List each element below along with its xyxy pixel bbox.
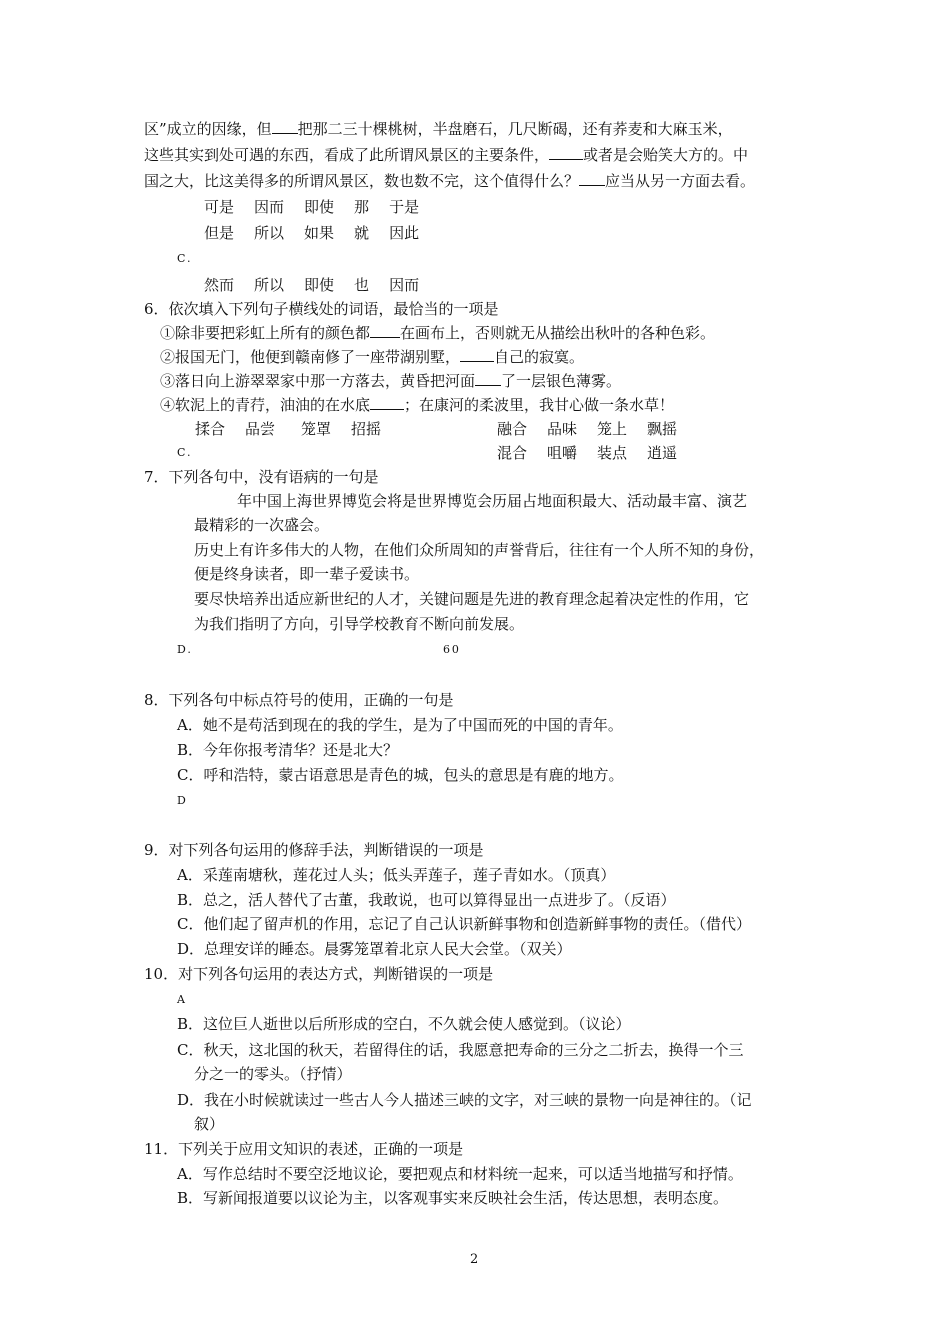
q10-option-c-line-2: 分之一的零头。（抒情） [194, 1065, 352, 1083]
q7-option-c-line-2: 为我们指明了方向，引导学校教育不断向前发展。 [194, 615, 525, 633]
answer-blank [579, 171, 605, 186]
q8-option-a: A．她不是苟活到现在的我的学生，是为了中国而死的中国的青年。 [177, 716, 623, 734]
q8-option-c: C．呼和浩特，蒙古语意思是青色的城，包头的意思是有鹿的地方。 [177, 766, 624, 784]
q5-option-c: C. [177, 252, 193, 265]
q8-title: 8．下列各句中标点符号的使用，正确的一句是 [144, 691, 454, 709]
q9-option-b: B．总之，活人替代了古董，我敢说，也可以算得显出一点进步了。（反语） [177, 891, 676, 909]
q9-title: 9．对下列各句运用的修辞手法，判断错误的一项是 [144, 841, 484, 859]
q9-option-d: D．总理安详的睡态。晨雾笼罩着北京人民大会堂。（双关） [177, 940, 572, 958]
q10-option-c-line-1: C．秋天，这北国的秋天，若留得住的话，我愿意把寿命的三分之二折去，换得一个三 [177, 1041, 744, 1059]
q11-title: 11．下列关于应用文知识的表述，正确的一项是 [144, 1140, 464, 1158]
q11-option-a: A．写作总结时不要空泛地议论，要把观点和材料统一起来，可以适当地描写和抒情。 [177, 1165, 743, 1183]
q6-option-d: 混合 咀嚼 装点 逍遥 [497, 444, 678, 462]
q7-option-d-line-1: D. 60 [177, 643, 461, 656]
q7-option-a-line-1: 年中国上海世界博览会将是世界博览会历届占地面积最大、活动最丰富、演艺 [237, 492, 748, 510]
q6-title: 6．依次填入下列句子横线处的词语，最恰当的一项是 [144, 300, 499, 318]
q11-option-b: B．写新闻报道要以议论为主，以客观事实来反映社会生活，传达思想，表明态度。 [177, 1189, 729, 1207]
answer-blank [272, 119, 298, 134]
q5-passage-line-3: 国之大，比这美得多的所谓风景区，数也数不完，这个值得什么？ 应当从另一方面去看。 [144, 172, 756, 190]
q5-passage-line-1: 区”成立的因缘，但 把那二三十棵桃树，半盘磨石，几尺断碣，还有荞麦和大麻玉米， [144, 120, 733, 138]
q6-sentence-3: ③落日向上游翠翠家中那一方落去，黄昏把河面 了一层银色薄雾。 [160, 372, 622, 390]
q6-option-b: 融合 品味 笼上 飘摇 [497, 420, 678, 438]
q10-option-a: A [177, 993, 187, 1006]
answer-blank [370, 323, 400, 338]
q8-option-d-line-1: D [177, 794, 188, 807]
q8-option-b: B．今年你报考清华？还是北大？ [177, 741, 399, 759]
q6-sentence-2: ②报国无门，他便到赣南修了一座带湖别墅， 自己的寂寞。 [160, 348, 585, 366]
q7-option-c-line-1: 要尽快培养出适应新世纪的人才，关键问题是先进的教育理念起着决定性的作用，它 [194, 590, 750, 608]
answer-blank [370, 395, 404, 410]
q5-option-d: 然而 所以 即使 也 因而 [204, 276, 420, 294]
q7-option-b-line-2: 便是终身读者，即一辈子爱读书。 [194, 565, 420, 583]
page-number: 2 [470, 1252, 479, 1267]
q9-option-a: A．采莲南塘秋，莲花过人头；低头弄莲子，莲子青如水。（顶真） [177, 866, 616, 884]
q5-option-b: 但是 所以 如果 就 因此 [204, 224, 420, 242]
q7-option-b-line-1: 历史上有许多伟大的人物，在他们众所周知的声誉背后，往往有一个人所不知的身份， [194, 541, 765, 559]
q6-option-a: 揉合 品尝 笼罩 招摇 [195, 420, 382, 438]
q10-option-d-line-2: 叙） [194, 1115, 225, 1133]
q6-sentence-4: ④软泥上的青荇，油油的在水底 ；在康河的柔波里，我甘心做一条水草！ [160, 396, 675, 414]
q6-sentence-1: ①除非要把彩虹上所有的颜色都 在画布上，否则就无从描绘出秋叶的各种色彩。 [160, 324, 716, 342]
q7-option-a-line-2: 最精彩的一次盛会。 [194, 516, 330, 534]
answer-blank [475, 371, 501, 386]
q6-option-c: C. [177, 446, 193, 459]
q10-title: 10．对下列各句运用的表达方式，判断错误的一项是 [144, 965, 494, 983]
q5-passage-line-2: 这些其实到处可遇的东西，看成了此所谓风景区的主要条件， 或者是会贻笑大方的。中 [144, 146, 749, 164]
answer-blank [460, 347, 494, 362]
q5-option-a: 可是 因而 即使 那 于是 [204, 198, 420, 216]
q10-option-d-line-1: D．我在小时候就读过一些古人今人描述三峡的文字，对三峡的景物一向是神往的。（记 [177, 1091, 752, 1109]
answer-blank [549, 145, 583, 160]
q10-option-b: B．这位巨人逝世以后所形成的空白，不久就会使人感觉到。（议论） [177, 1015, 631, 1033]
q7-title: 7．下列各句中，没有语病的一句是 [144, 468, 379, 486]
q9-option-c: C．他们起了留声机的作用，忘记了自己认识新鲜事物和创造新鲜事物的责任。（借代） [177, 915, 751, 933]
